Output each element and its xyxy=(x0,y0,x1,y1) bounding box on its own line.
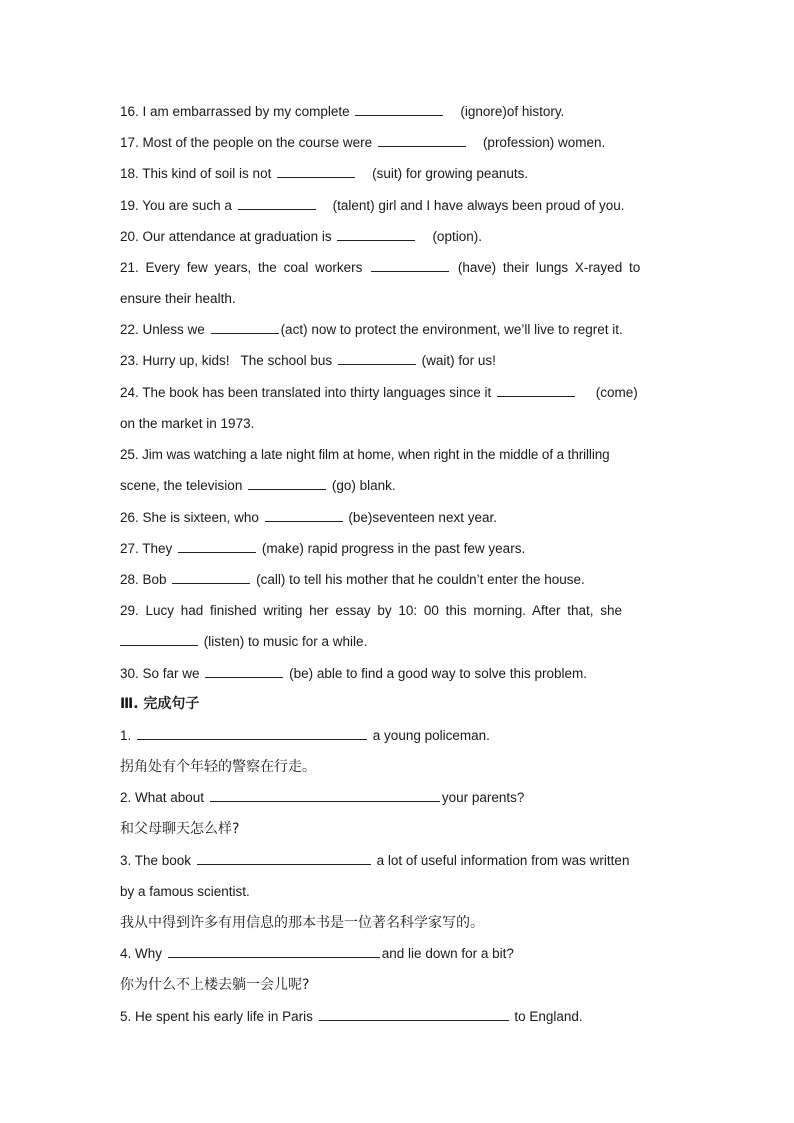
item-19-text: 19. You are such a xyxy=(120,198,232,213)
answer-blank[interactable] xyxy=(497,384,575,397)
item-22-text: 22. Unless we xyxy=(120,322,205,337)
answer-blank[interactable] xyxy=(338,352,416,365)
sentence-1-text: a young policeman. xyxy=(372,728,490,743)
item-30-hint: (be) able to find a good way to solve this problem. xyxy=(289,666,587,681)
item-23-text: 23. Hurry up, kids! The school bus xyxy=(120,353,333,368)
item-29-hint: (listen) to music for a while. xyxy=(203,634,368,649)
sentence-3-continued: by a famous scientist. xyxy=(120,884,250,899)
sentence-1-chinese: 拐角处有个年轻的警察在行走。 xyxy=(120,759,316,775)
item-21 xyxy=(120,259,674,277)
item-28 xyxy=(120,571,674,589)
item-21-hint: (have) their lungs X-rayed to xyxy=(457,260,641,275)
item-18-hint: (suit) for growing peanuts. xyxy=(372,166,529,181)
answer-blank[interactable] xyxy=(137,727,367,740)
item-17-hint: (profession) women. xyxy=(482,135,606,150)
sentence-5 xyxy=(120,1008,674,1026)
item-16-text: 16. I am embarrassed by my complete xyxy=(120,104,350,119)
item-22 xyxy=(120,321,674,339)
item-27 xyxy=(120,540,674,558)
item-24-text: 24. The book has been translated into thirty languages since it xyxy=(120,385,492,400)
answer-blank[interactable] xyxy=(319,1008,509,1021)
sentence-4 xyxy=(120,945,674,963)
item-25-text: scene, the television xyxy=(120,478,243,493)
sentence-1 xyxy=(120,727,674,745)
item-29-line1: 29. Lucy had finished writing her essay by 10: 00 this morning. After that, she xyxy=(120,603,623,618)
item-19-hint: (talent) girl and I have always been proud of you. xyxy=(332,198,625,213)
sentence-4-end: and lie down for a bit? xyxy=(381,946,514,961)
item-17-text: 17. Most of the people on the course were xyxy=(120,135,373,150)
item-26 xyxy=(120,509,674,527)
answer-blank[interactable] xyxy=(378,134,466,147)
sentence-5-text: 5. He spent his early life in Paris xyxy=(120,1009,313,1024)
item-28-hint: (call) to tell his mother that he couldn’t enter the house. xyxy=(256,572,585,587)
item-25 xyxy=(120,477,674,495)
item-20-hint: (option). xyxy=(432,229,482,244)
item-23 xyxy=(120,352,674,370)
sentence-2-text: 2. What about xyxy=(120,790,205,805)
sentence-4-chinese: 你为什么不上楼去躺一会儿呢? xyxy=(120,977,310,993)
item-24 xyxy=(120,384,674,402)
answer-blank[interactable] xyxy=(210,789,440,802)
item-29 xyxy=(120,633,674,651)
answer-blank[interactable] xyxy=(248,477,326,490)
item-30-text: 30. So far we xyxy=(120,666,200,681)
answer-blank[interactable] xyxy=(172,571,250,584)
answer-blank[interactable] xyxy=(265,509,343,522)
item-20-text: 20. Our attendance at graduation is xyxy=(120,229,332,244)
answer-blank[interactable] xyxy=(371,259,449,272)
sentence-2-chinese: 和父母聊天怎么样? xyxy=(120,821,240,837)
sentence-3 xyxy=(120,852,674,870)
answer-blank[interactable] xyxy=(120,633,198,646)
section-heading: Ⅲ. 完成句子 xyxy=(120,696,200,712)
item-26-text: 26. She is sixteen, who xyxy=(120,510,259,525)
item-24-continued: on the market in 1973. xyxy=(120,416,255,431)
answer-blank[interactable] xyxy=(178,540,256,553)
sentence-3-end: a lot of useful information from was written xyxy=(376,853,630,868)
answer-blank[interactable] xyxy=(337,228,415,241)
sentence-4-text: 4. Why xyxy=(120,946,163,961)
item-18 xyxy=(120,165,674,183)
answer-blank[interactable] xyxy=(168,945,380,958)
item-25-hint: (go) blank. xyxy=(331,478,396,493)
answer-blank[interactable] xyxy=(355,103,443,116)
answer-blank[interactable] xyxy=(238,197,316,210)
answer-blank[interactable] xyxy=(197,852,371,865)
item-25-line1: 25. Jim was watching a late night film at home, when right in the middle of a thrilling xyxy=(120,447,610,462)
sentence-2-end: your parents? xyxy=(441,790,525,805)
item-22-hint: (act) now to protect the environment, we’ll live to regret it. xyxy=(280,322,623,337)
item-16 xyxy=(120,103,674,121)
item-18-text: 18. This kind of soil is not xyxy=(120,166,272,181)
item-26-hint: (be)seventeen next year. xyxy=(348,510,497,525)
item-27-hint: (make) rapid progress in the past few years. xyxy=(261,541,526,556)
sentence-3-chinese: 我从中得到许多有用信息的那本书是一位著名科学家写的。 xyxy=(120,915,484,931)
answer-blank[interactable] xyxy=(205,665,283,678)
item-16-hint: (ignore)of history. xyxy=(460,104,565,119)
item-20 xyxy=(120,228,674,246)
answer-blank[interactable] xyxy=(277,165,355,178)
item-19 xyxy=(120,197,674,215)
sentence-2 xyxy=(120,789,674,807)
item-28-text: 28. Bob xyxy=(120,572,167,587)
item-23-hint: (wait) for us! xyxy=(421,353,496,368)
item-30 xyxy=(120,665,674,683)
sentence-1-number: 1. xyxy=(120,728,132,743)
sentence-5-end: to England. xyxy=(514,1009,583,1024)
item-21-continued: ensure their health. xyxy=(120,291,236,306)
sentence-3-text: 3. The book xyxy=(120,853,192,868)
item-27-text: 27. They xyxy=(120,541,173,556)
item-21-text: 21. Every few years, the coal workers xyxy=(120,260,363,275)
answer-blank[interactable] xyxy=(211,321,279,334)
item-17 xyxy=(120,134,674,152)
item-24-hint: (come) xyxy=(595,385,638,400)
